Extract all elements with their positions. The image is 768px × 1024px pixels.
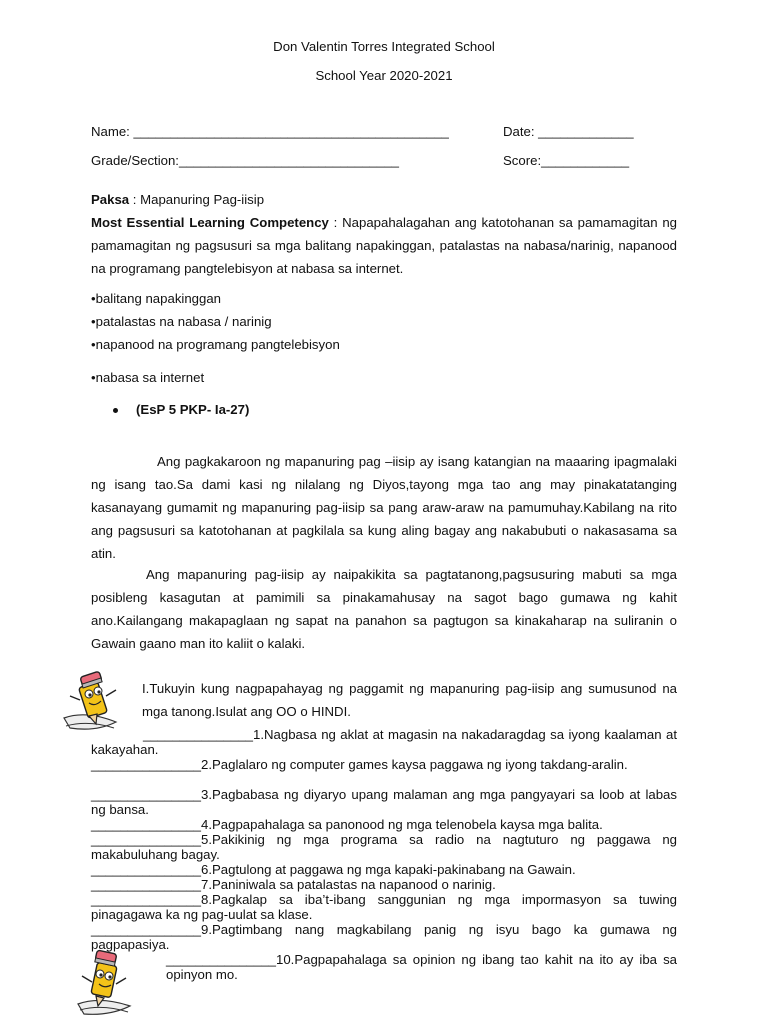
question-item-10: _______________10.Pagpapahalaga sa opinion ng ibang tao kahit na ito ay iba sa opinyon mo. xyxy=(166,952,677,982)
date-field[interactable]: Date: _____________ xyxy=(503,124,634,139)
pencil-mascot-icon xyxy=(72,944,142,1018)
bullet-dot-icon xyxy=(113,408,118,413)
bullet-item: •napanood na programang pangtelebisyon xyxy=(91,337,340,352)
question-item-2: _______________2.Paglalaro ng computer games kaysa paggawa ng iyong takdang-aralin. xyxy=(91,757,628,772)
topic-line xyxy=(91,192,264,207)
question-item-1: _______________1.Nagbasa ng aklat at magasin na nakadaragdag sa iyong kaalaman at kakayahan. xyxy=(91,727,677,757)
melc-label: Most Essential Learning Competency xyxy=(91,215,329,230)
name-field[interactable]: Name: ___________________________________________ xyxy=(91,124,449,139)
melc-paragraph xyxy=(91,211,677,280)
body-paragraph-1: Ang pagkakaroon ng mapanuring pag –iisip ay isang katangian na maaaring ipagmalaki ng isang tao.Sa dami kasi ng nilalang ng Diyos,tayong mga tao ang may pinakatatanging kasanayang gumamit ng mapanuring pag-iisip sa pang araw-araw na pamumuhay.Kabilang na rito ang pagsusuri sa katotohanan at pagkilala sa kung aling bagay ang nakabubuti o nakasasama sa atin. xyxy=(91,454,677,561)
question-item-4: _______________4.Pagpapahalaga sa panonood ng mga telenobela kaysa mga balita. xyxy=(91,817,603,832)
competency-code-text: (EsP 5 PKP- Ia-27) xyxy=(136,402,250,417)
school-name: Don Valentin Torres Integrated School xyxy=(273,39,495,54)
topic-label: Paksa xyxy=(91,192,130,207)
question-item-7: _______________7.Paniniwala sa patalastas na napanood o narinig. xyxy=(91,877,496,892)
school-year: School Year 2020-2021 xyxy=(315,68,453,83)
question-item-6: _______________6.Pagtulong at paggawa ng mga kapaki-pakinabang na Gawain. xyxy=(91,862,576,877)
question-item-8: _______________8.Pagkalap sa iba’t-ibang sanggunian ng mga impormasyon sa tuwing pinagagawa ka ng pag-uulat sa klase. xyxy=(91,892,677,922)
bullet-item: •patalastas na nabasa / narinig xyxy=(91,314,272,329)
grade-section-field[interactable]: Grade/Section:______________________________ xyxy=(91,153,399,168)
question-item-9 xyxy=(91,922,677,952)
score-field[interactable]: Score:____________ xyxy=(503,153,630,168)
topic-value: Mapanuring Pag-iisip xyxy=(140,192,265,207)
body-paragraph-2: Ang mapanuring pag-iisip ay naipakikita sa pagtatanong,pagsusuring mabuti sa mga posibleng kasagutan at pamimili sa pinakamahusay na sagot bago gumawa ng kahit ano.Kailangang makapaglaan ng sapat na panahon sa pagtugon sa kinakaharap na suliranin o Gawain gaano man ito kaliit o kalaki. xyxy=(91,567,677,651)
question-item-9-text: _______________9.Pagtimbang nang magkabilang panig ng isyu bago ka gumawa ng pagpapasiya. xyxy=(91,922,677,952)
question-item-5: _______________5.Pakikinig ng mga programa sa radio na nagtuturo ng paggawa ng makabuluhang bagay. xyxy=(91,832,677,862)
topic-separator: : xyxy=(129,192,141,207)
competency-code xyxy=(113,402,249,417)
question-item-3: _______________3.Pagbabasa ng diyaryo upang malaman ang mga pangyayari sa loob at labas ng bansa. xyxy=(91,787,677,817)
bullet-item: •balitang napakinggan xyxy=(91,291,222,306)
bullet-item: •nabasa sa internet xyxy=(91,370,205,385)
instruction-text: I.Tukuyin kung nagpapahayag ng paggamit ng mapanuring pag-iisip ang sumusunod na mga tanong.Isulat ang OO o HINDI. xyxy=(142,681,677,719)
melc-text: : Napapahalagahan ang katotohanan sa pamamagitan ng pamamagitan ng pagsusuri sa mga balitang napakinggan, patalastas na nabasa/narinig, napanood na programang pangtelebisyon at nabasa sa internet. xyxy=(91,215,677,276)
